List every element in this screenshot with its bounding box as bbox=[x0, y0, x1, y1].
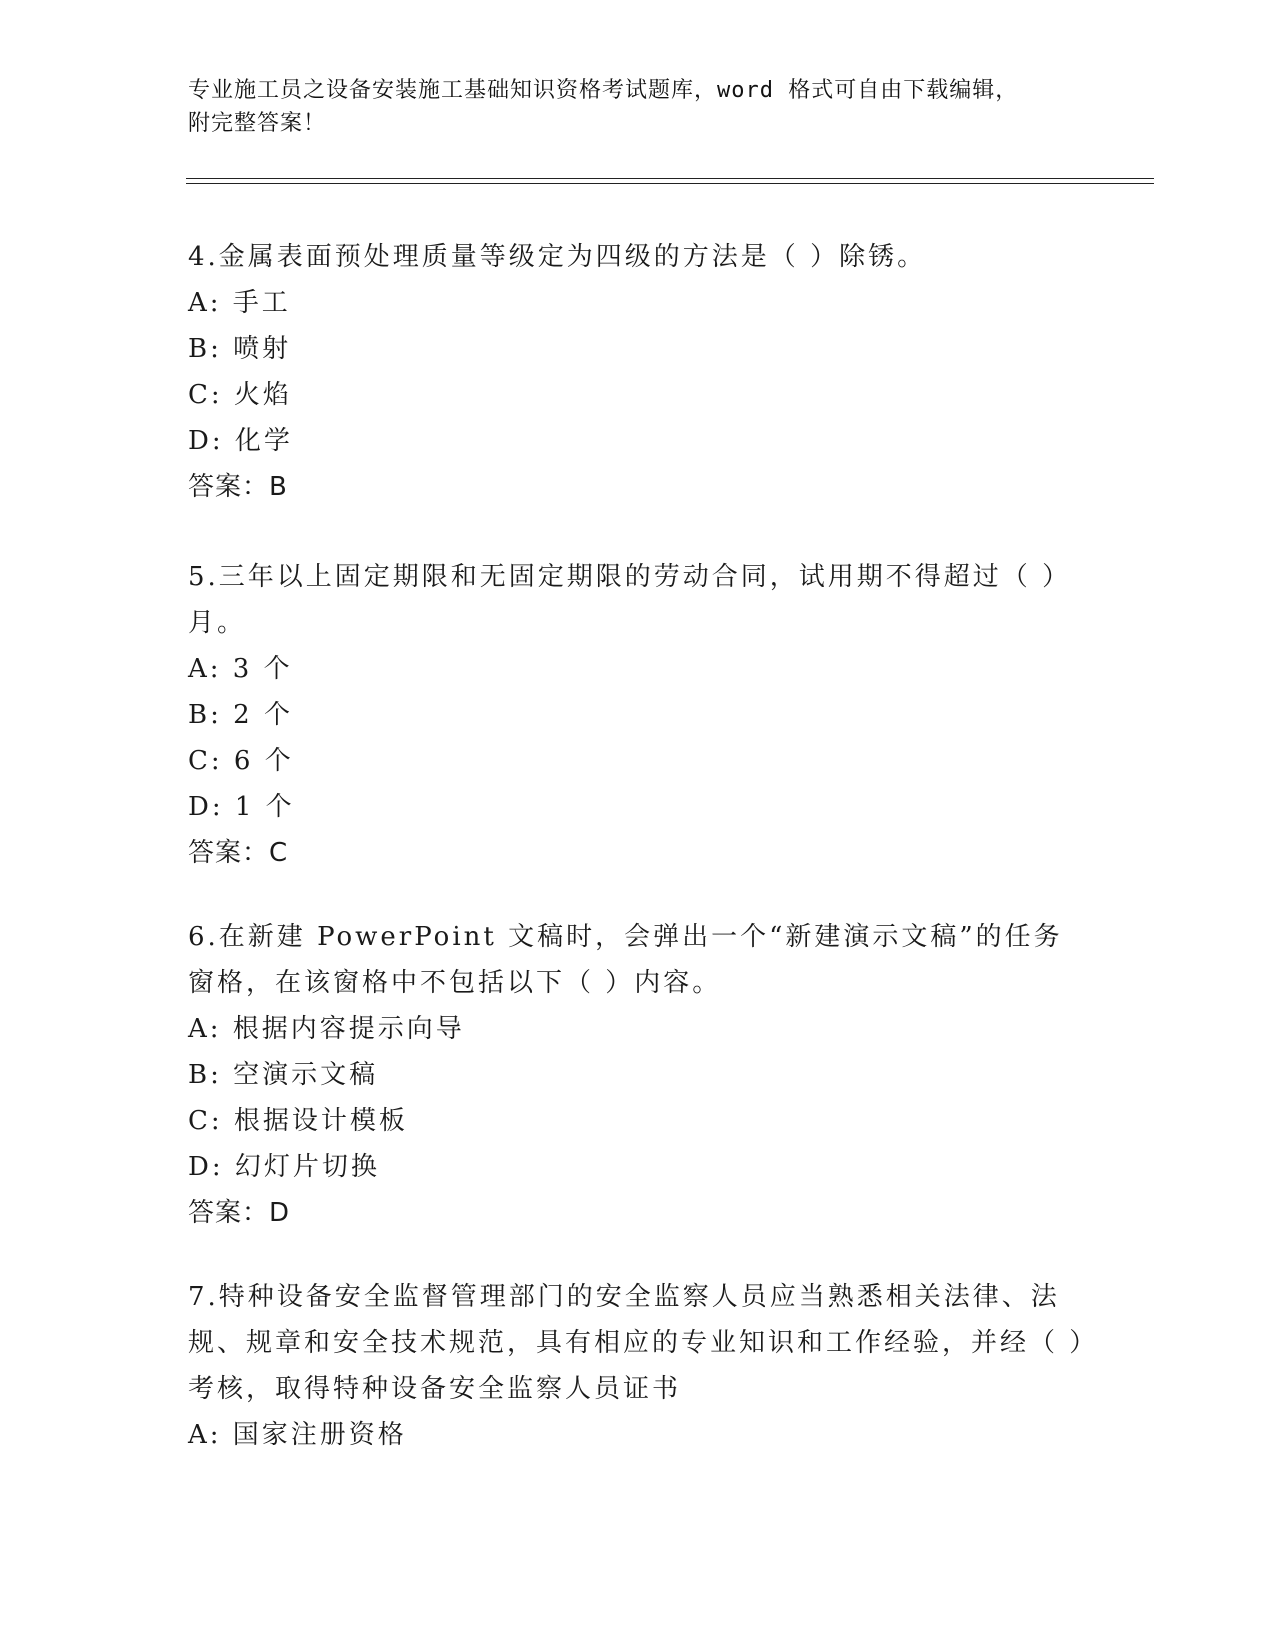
option-b: B: 空演示文稿 bbox=[188, 1060, 379, 1090]
option-c: C: 6 个 bbox=[188, 746, 294, 776]
option-a: A: 3 个 bbox=[188, 654, 293, 684]
question-stem: 4.金属表面预处理质量等级定为四级的方法是（ ）除锈。 bbox=[188, 242, 927, 272]
option-d: D: 幻灯片切换 bbox=[188, 1152, 380, 1182]
option-c: C: 根据设计模板 bbox=[188, 1106, 408, 1136]
question-4 bbox=[188, 234, 1088, 510]
option-a: A: 根据内容提示向导 bbox=[188, 1014, 465, 1044]
header-divider-top bbox=[186, 178, 1154, 179]
header-divider-bottom bbox=[186, 183, 1154, 184]
option-a: A: 手工 bbox=[188, 288, 291, 318]
question-stem: 5.三年以上固定期限和无固定期限的劳动合同，试用期不得超过（ ）月。 bbox=[188, 562, 1072, 638]
answer-line: 答案：C bbox=[188, 838, 289, 868]
option-b: B: 喷射 bbox=[188, 334, 292, 364]
option-d: D: 化学 bbox=[188, 426, 293, 456]
question-6 bbox=[188, 914, 1088, 1236]
header-line-1: 专业施工员之设备安装施工基础知识资格考试题库，word 格式可自由下载编辑， bbox=[188, 78, 1019, 103]
question-5 bbox=[188, 554, 1088, 876]
option-c: C: 火焰 bbox=[188, 380, 292, 410]
question-stem: 6.在新建 PowerPoint 文稿时，会弹出一个“新建演示文稿”的任务窗格，在该窗格中不包括以下（ ）内容。 bbox=[188, 922, 1063, 998]
question-7 bbox=[188, 1274, 1088, 1458]
document-header bbox=[188, 74, 1068, 140]
question-stem: 7.特种设备安全监督管理部门的安全监察人员应当熟悉相关法律、法规、规章和安全技术规范，具有相应的专业知识和工作经验，并经（ ）考核，取得特种设备安全监察人员证书 bbox=[188, 1282, 1086, 1404]
answer-line: 答案：D bbox=[188, 1198, 291, 1228]
option-b: B: 2 个 bbox=[188, 700, 293, 730]
header-line-2: 附完整答案！ bbox=[188, 111, 327, 136]
answer-line: 答案：B bbox=[188, 472, 288, 502]
option-d: D: 1 个 bbox=[188, 792, 295, 822]
option-a: A: 国家注册资格 bbox=[188, 1420, 407, 1450]
